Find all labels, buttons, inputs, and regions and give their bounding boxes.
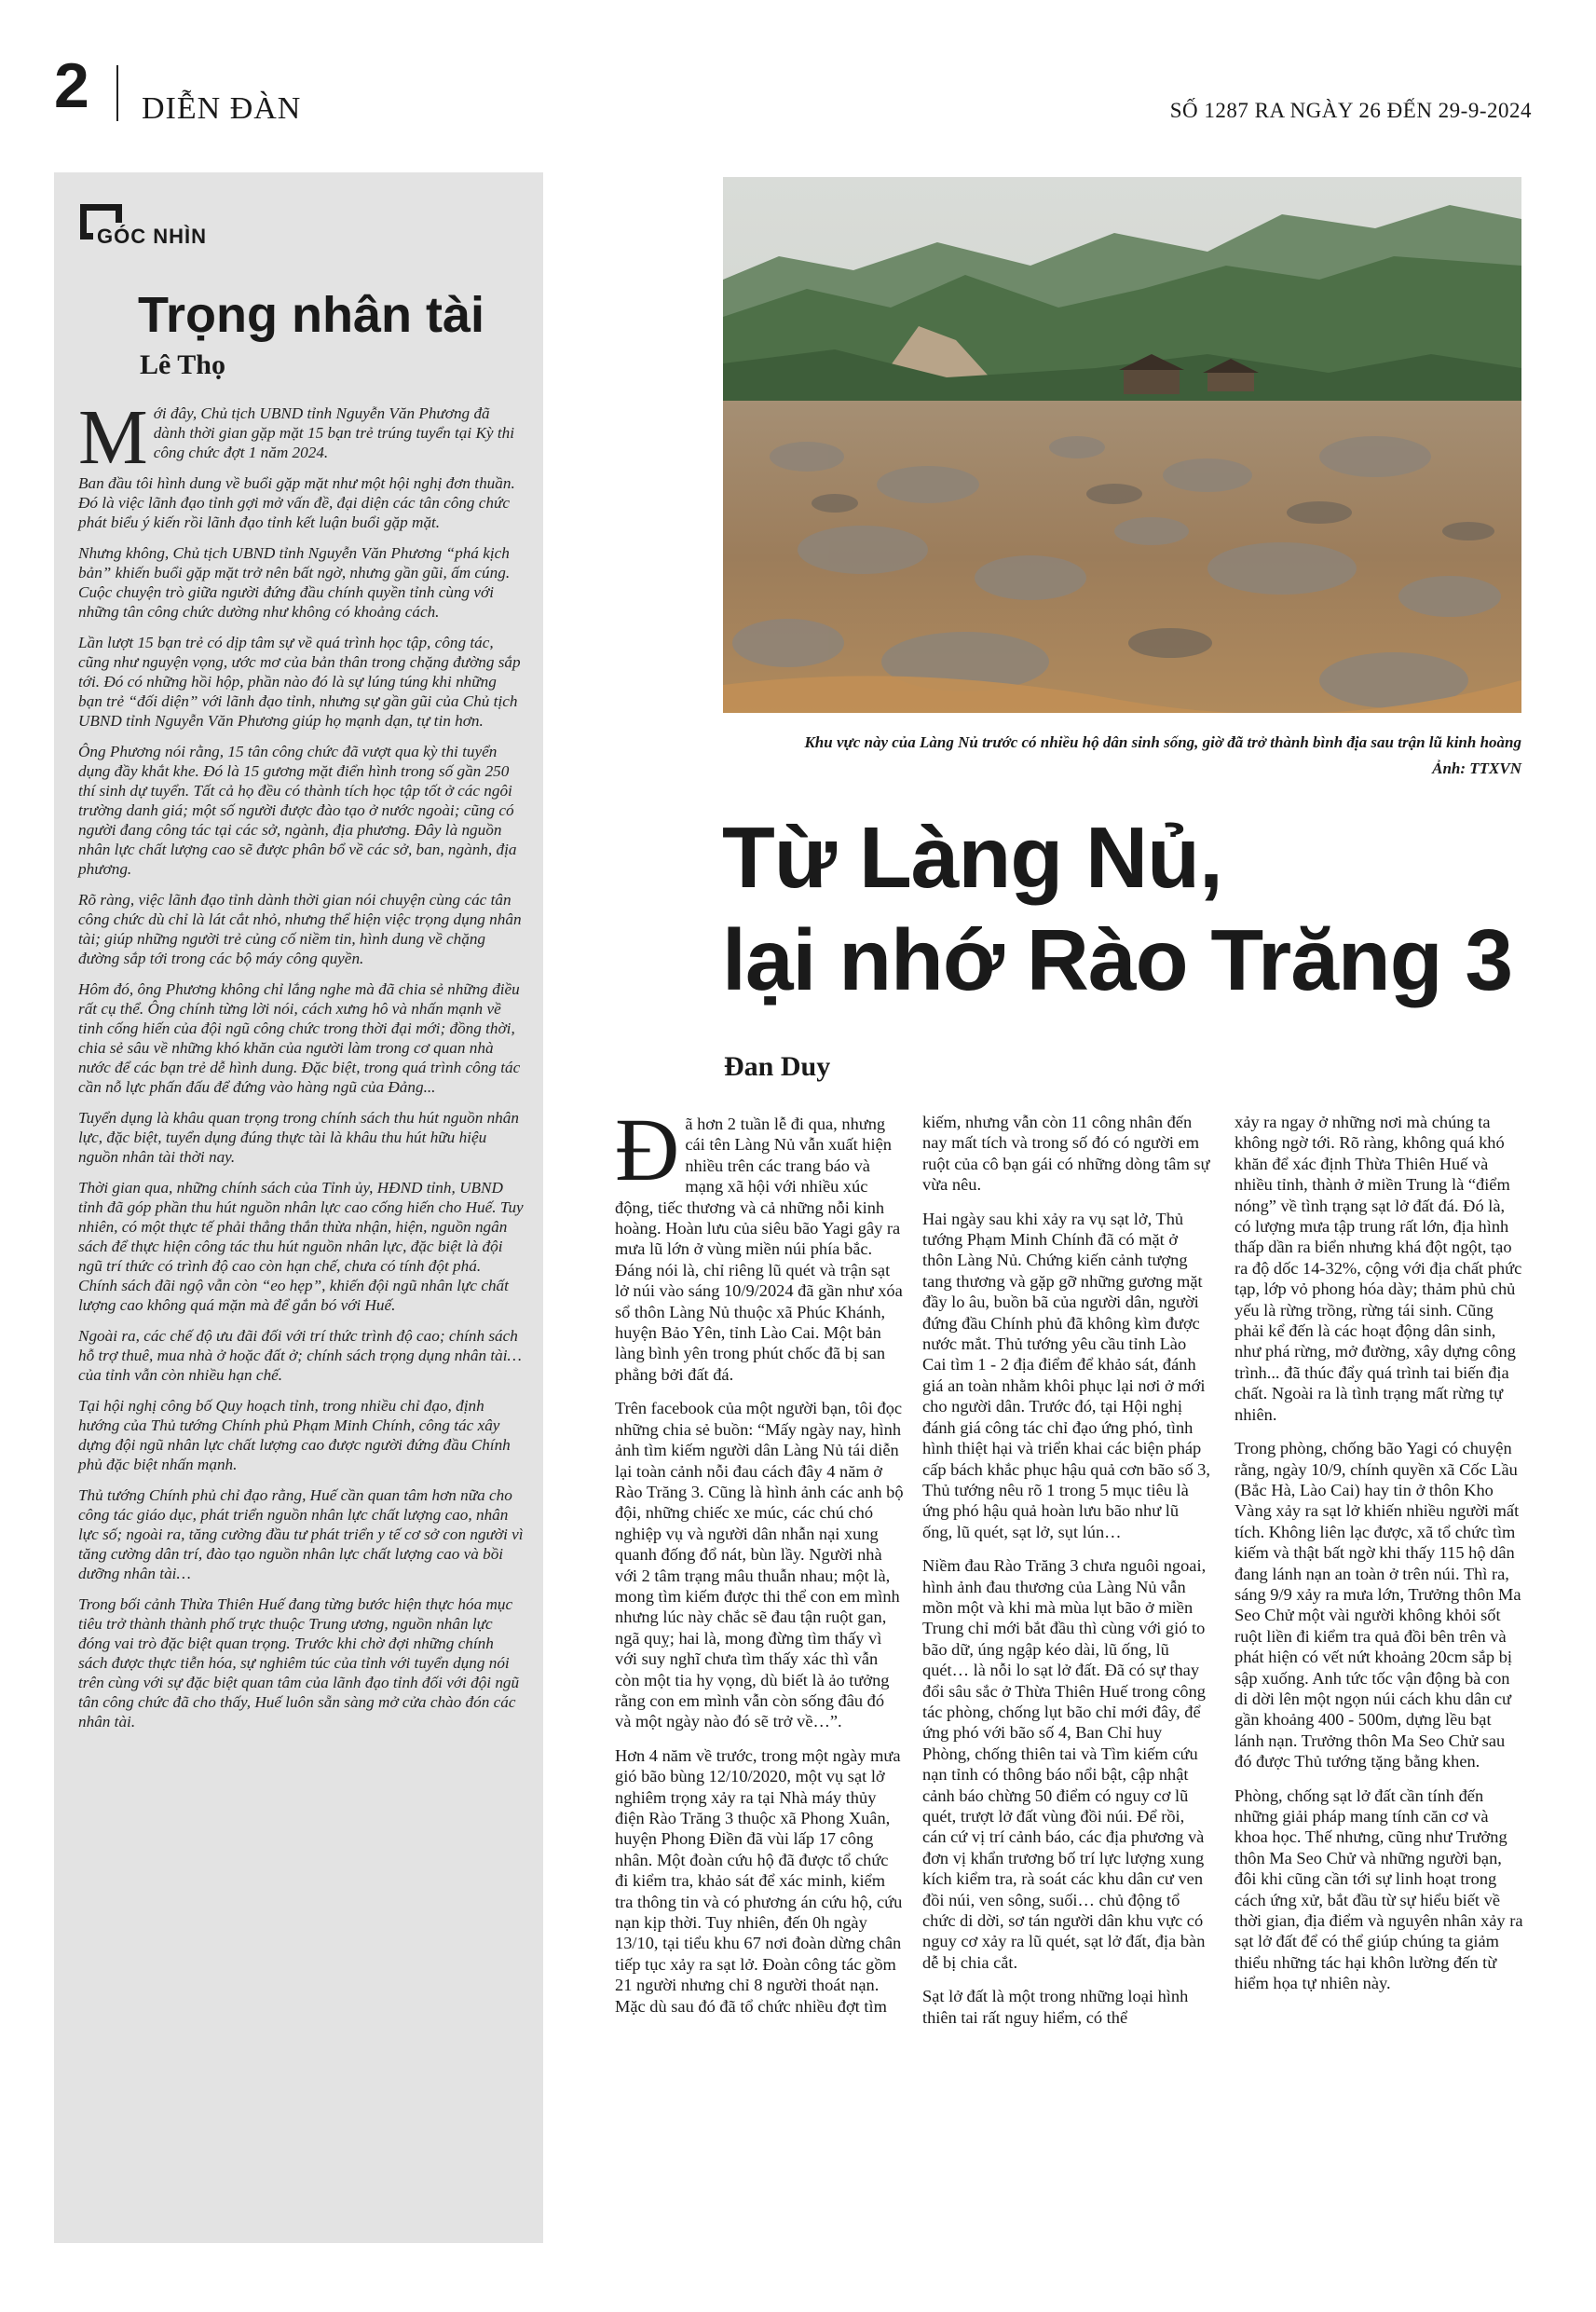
article-author: Đan Duy: [724, 1051, 831, 1082]
landslide-scene-illustration: [723, 177, 1521, 713]
article-column-3: [1235, 1112, 1523, 2007]
landslide-photo: [723, 177, 1521, 713]
column-title: Trọng nhân tài: [138, 287, 484, 343]
column-paragraph: Thời gian qua, những chính sách của Tỉnh ủy, HĐND tỉnh, UBND tỉnh đã góp phần thu hút nguồn nhân lực cao cống hiến cho Huế. Tuy nhiên, có một thực tế phải thẳng thắn thừa nhận, hiện, nguồn ngân sách để thực hiện công tác thu hút nguồn nhân lực, đặc biệt là đội ngũ trí thức có trình độ cao còn hạn chế, chưa có tính đột phá. Chính sách đãi ngộ vẫn còn “eo hẹp”, khiến đội ngũ nhân lực chất lượng cao không quá mặn mà để gắn bó với Huế.: [78, 1179, 524, 1314]
column-paragraph: Trong bối cảnh Thừa Thiên Huế đang từng bước hiện thực hóa mục tiêu trở thành thành phố trực thuộc Trung ương, nguồn nhân lực đóng vai trò đặc biệt quan trọng. Trước khi chờ đợi những chính sách được thực tiễn hóa, sự nghiêm túc của tỉnh với tuyển dụng nói trên cùng với sự đặc biệt quan tâm của lãnh đạo tỉnh đối với đội ngũ tân công chức đã cho thấy, Huế luôn sẵn sàng mở cửa chào đón các nhân tài.: [78, 1595, 520, 1731]
issue-info: SỐ 1287 RA NGÀY 26 ĐẾN 29-9-2024: [1169, 99, 1532, 122]
article-paragraph: Trong phòng, chống bão Yagi có chuyện rằng, ngày 10/9, chính quyền xã Cốc Lầu (Bắc Hà, Lào Cai) hay tin ở thôn Kho Vàng xảy ra sạt lở khiến nhiều người mất tích. Không liên lạc được, xã tổ chức tìm kiếm và thật bất ngờ khi thấy 115 hộ dân đang lánh nạn an toàn ở trên núi. Thì ra, sáng 9/9 xảy ra mưa lớn, Trưởng thôn Ma Seo Chử một vài người không khỏi sốt ruột liền đi kiểm tra quả đồi bên trên và phát hiện có vết nứt khoảng 20cm sắp bị sập xuống. Anh tức tốc vận động bà con di dời lên một ngọn núi cách khu dân cư gần khoảng 400 - 500m, dựng lều bạt lánh nạn. Trưởng thôn Ma Seo Chử sau đó được Thủ tướng tặng bằng khen.: [1235, 1439, 1521, 1772]
column-paragraph: Hôm đó, ông Phương không chỉ lắng nghe mà đã chia sẻ những điều rất cụ thể. Ông chính từng lời nói, cách xưng hô và nhấn mạnh về tinh cống hiến của đội ngũ công chức trong thời đại mới; đồng thời, chia sẻ sâu về những khó khăn của người làm trong cơ quan nhà nước để các bạn trẻ dễ hình dung. Đặc biệt, trong quá trình công tác cần nỗ lực phấn đấu để đứng vào hàng ngũ của Đảng...: [78, 980, 521, 1096]
goc-nhin-column: [54, 172, 543, 2243]
column-paragraph: Ban đầu tôi hình dung về buổi gặp mặt như một hội nghị đơn thuần. Đó là việc lãnh đạo tỉnh gợi mở vấn đề, đại diện các tân công chức phát biểu ý kiến rồi lãnh đạo tỉnh kết luận buổi gặp mặt.: [78, 474, 515, 531]
header-divider: [116, 65, 118, 121]
column-body: [78, 394, 524, 1743]
column-paragraph: Nhưng không, Chủ tịch UBND tỉnh Nguyễn Văn Phương “phá kịch bản” khiến buổi gặp mặt trở nên bất ngờ, nhưng gần gũi, ấm cúng. Cuộc chuyện trò giữa người đứng đầu chính quyền tỉnh cùng với những tân công chức dường như không có khoảng cách.: [78, 544, 511, 621]
photo-caption: Khu vực này của Làng Nủ trước có nhiều hộ dân sinh sống, giờ đã trở thành bình địa sau trận lũ kinh hoàng: [804, 733, 1521, 751]
column-paragraph: Mới đây, Chủ tịch UBND tỉnh Nguyễn Văn Phương đã dành thời gian gặp mặt 15 bạn trẻ trúng tuyển tại Kỳ thi công chức đợt 1 năm 2024.: [78, 394, 514, 481]
column-paragraph: Tại hội nghị công bố Quy hoạch tỉnh, trong nhiều chỉ đạo, định hướng của Thủ tướng Chính phủ Phạm Minh Chính, công tác xây dựng đội ngũ nhân lực chất lượng cao được người đứng đầu Chính phủ đặc biệt nhấn mạnh.: [78, 1397, 511, 1473]
article-paragraph: Hai ngày sau khi xảy ra vụ sạt lở, Thủ tướng Phạm Minh Chính đã có mặt ở thôn Làng Nủ. Chứng kiến cảnh tượng tang thương và gặp gỡ những gương mặt đầy lo âu, buồn bã của người dân, người đứng đầu Chính phủ đã không kìm được nước mắt. Thủ tướng yêu cầu tỉnh Lào Cai tìm 1 - 2 địa điểm để khảo sát, đánh giá an toàn nhằm khôi phục lại nơi ở mới cho người dân. Trước đó, tại Hội nghị đánh giá công tác chỉ đạo ứng phó, tình hình thiệt hại và triển khai các biện pháp cấp bách khắc phục hậu quả cơn bão số 3, Thủ tướng nêu rõ 1 trong 5 mục tiêu là ứng phó hậu quả hoàn lưu bão như lũ ống, lũ quét, sạt lở, sụt lún…: [922, 1209, 1210, 1541]
section-name: DIỄN ĐÀN: [142, 91, 302, 126]
column-paragraph: Thủ tướng Chính phủ chỉ đạo rằng, Huế cần quan tâm hơn nữa cho công tác giáo dục, phát triển nguồn nhân lực chất lượng cao, nhân lực số; ngoài ra, tăng cường đầu tư phát triển y tế cơ sở con người vì tăng cường dân trí, đào tạo nguồn nhân lực chất lượng cao và bồi dưỡng nhân tài…: [78, 1486, 524, 1582]
article-paragraph: xảy ra ngay ở những nơi mà chúng ta không ngờ tới. Rõ ràng, không quá khó khăn để xác định Thừa Thiên Huế và nhiều tỉnh, thành ở miền Trung là “điểm nóng” về tình trạng sạt lở đất đá. Đó là, có lượng mưa tập trung rất lớn, địa hình thấp dần ra biển nhưng khá đột ngột, tạo ra độ dốc 14-32%, cộng với địa chất phức tạp, lớp vỏ phong hóa dày; thảm phủ chủ yếu là rừng trồng, rừng tái sinh. Cũng phải kể đến là các hoạt động dân sinh, như phá rừng, mở đường, xây dựng công trình... đã thúc đẩy quá trình tai biến địa chất. Ngoài ra là tình trạng mất rừng tự nhiên.: [1235, 1113, 1522, 1424]
article-paragraph: kiếm, nhưng vẫn còn 11 công nhân đến nay mất tích và trong số đó có người em ruột của cô bạn gái có những dòng tâm sự vừa nêu.: [922, 1113, 1210, 1195]
photo-credit: Ảnh: TTXVN: [1432, 759, 1521, 777]
headline-line-1: Từ Làng Nủ,: [722, 809, 1222, 906]
article-column-1: [615, 1100, 904, 2030]
article-paragraph: Sạt lở đất là một trong những loại hình thiên tai rất nguy hiểm, có thể: [922, 1987, 1189, 2027]
article-paragraph: Trên facebook của một người bạn, tôi đọc những chia sẻ buồn: “Mấy ngày nay, hình ảnh tìm kiếm người dân Làng Nủ tái diễn lại toàn cảnh nỗi đau cách đây 4 năm ở Rào Trăng 3. Cũng là hình ảnh các anh bộ đội, những chiếc xe múc, các chú chó nghiệp vụ và người dân nhẫn nại xung quanh đống đổ nát, bùn lầy. Người nhà với 2 tâm trạng mâu thuẫn nhau; một là, mong tìm kiếm được thi thể con em mình nhưng lúc này chắc sẽ đau tận ruột gan, ngã quỵ; hai là, mong đừng tìm thấy vì với suy nghĩ chưa tìm thấy xác thì vẫn còn một tia hy vọng, dù biết là ảo tưởng rằng con em mình vẫn còn sống đâu đó và một ngày nào đó sẽ trở về…”.: [615, 1399, 904, 1731]
column-dropcap: M: [78, 394, 148, 481]
column-paragraph: Rõ ràng, việc lãnh đạo tỉnh dành thời gian nói chuyện cùng các tân công chức dù chỉ là lát cắt nhỏ, nhưng thể hiện việc trọng dụng nhân tài; giúp những người trẻ củng cố niềm tin, hình dung về chặng đường sắp tới trong các bộ máy công quyền.: [78, 891, 522, 967]
column-paragraph: Ông Phương nói rằng, 15 tân công chức đã vượt qua kỳ thi tuyển dụng đầy khắt khe. Đó là 15 gương mặt điển hình trong số gần 250 thí sinh dự tuyển. Tất cả họ đều có thành tích học tập tốt ở các ngôi trường danh giá; một số người được đào tạo ở nước ngoài; cũng có người đang công tác tại các sở, ngành, địa phương. Đây là nguồn nhân lực chất lượng cao sẽ được phân bổ về các sở, ban, ngành, địa phương.: [78, 743, 517, 878]
article-dropcap: Đ: [615, 1100, 680, 1199]
article-paragraph: Đã hơn 2 tuần lễ đi qua, nhưng cái tên Làng Nủ vẫn xuất hiện nhiều trên các trang báo và mạng xã hội với nhiều xúc động, tiếc thương và cả những nỗi kinh hoàng. Hoàn lưu của siêu bão Yagi gây ra mưa lũ lớn ở vùng miền núi phía bắc. Đáng nói là, chỉ riêng lũ quét và trận sạt lở núi vào sáng 10/9/2024 đã gần như xóa sổ thôn Làng Nủ thuộc xã Phúc Khánh, huyện Bảo Yên, tỉnh Lào Cai. Một bản làng bình yên trong phút chốc đã bị san phẳng bởi đất đá.: [615, 1100, 903, 1384]
article-paragraph: Hơn 4 năm về trước, trong một ngày mưa gió bão bùng 12/10/2020, một vụ sạt lở nghiêm trọng xảy ra tại Nhà máy thủy điện Rào Trăng 3 thuộc xã Phong Xuân, huyện Phong Điền đã vùi lấp 17 công nhân. Một đoàn cứu hộ đã được tổ chức đi kiểm tra, khảo sát để xác minh, kiểm tra thông tin và có phương án cứu hộ, cứu nạn kịp thời. Tuy nhiên, đến 0h ngày 13/10, tại tiểu khu 67 nơi đoàn dừng chân tiếp tục xảy ra sạt lở. Đoàn công tác gồm 21 người nhưng chỉ 8 người thoát nạn. Mặc dù sau đó đã tổ chức nhiều đợt tìm: [615, 1745, 903, 2016]
column-paragraph: Lần lượt 15 bạn trẻ có dịp tâm sự về quá trình học tập, công tác, cũng như nguyện vọng, ước mơ của bản thân trong chặng đường sắp tới. Đó có những hồi hộp, phần nào đó là sự lúng túng khi những bạn trẻ “đối diện” với lãnh đạo tỉnh, nhưng sự gần gũi của Chủ tịch UBND tỉnh Nguyễn Văn Phương giúp họ mạnh dạn, tự tin hơn.: [78, 634, 521, 730]
column-author: Lê Thọ: [140, 349, 225, 380]
page-number: 2: [54, 50, 89, 121]
column-paragraph: Tuyển dụng là khâu quan trọng trong chính sách thu hút nguồn nhân lực, đặc biệt, tuyển dụng đúng thực tài là khâu thu hút hữu hiệu nguồn nhân tài thời nay.: [78, 1109, 519, 1166]
article-paragraph: Phòng, chống sạt lở đất cần tính đến những giải pháp mang tính căn cơ và khoa học. Thế nhưng, cũng như Trưởng thôn Ma Seo Chử và những người bạn, đôi khi cũng cần tới sự linh hoạt trong cách ứng xử, bắt đầu từ sự hiểu biết về thời gian, địa điểm và nguyên nhân xảy ra sạt lở đất để có thể giúp chúng ta giảm thiểu những tác hại khôn lường đến từ hiểm họa tự nhiên này.: [1235, 1785, 1523, 1993]
article-paragraph: Niềm đau Rào Trăng 3 chưa nguôi ngoai, hình ảnh đau thương của Làng Nủ vẫn mồn một và khi mà mùa lụt bão ở miền Trung chỉ mới bắt đầu thì cùng với gió to bão dữ, úng ngập kéo dài, lũ ống, lũ quét… là nỗi lo sạt lở đất. Đã có sự thay đổi sâu sắc ở Thừa Thiên Huế trong công tác phòng, chống lụt bão chỉ mới đây, để ứng phó với bão số 4, Ban Chỉ huy Phòng, chống thiên tai và Tìm kiếm cứu nạn tỉnh có thông báo nổi bật, cập nhật cảnh báo chừng 50 điểm có nguy cơ lũ quét, trượt lở đất vùng đồi núi. Để rồi, cán cứ vị trí cảnh báo, các địa phương và đơn vị khẩn trương bố trí lực lượng xung kích kiểm tra, rà soát các khu dân cư ven đồi núi, ven sông, suối… chủ động tổ chức di dời, sơ tán người dân khu vực có nguy cơ xảy ra lũ quét, sạt lở đất, địa bàn dễ bị chia cắt.: [922, 1556, 1207, 1972]
column-paragraph: Ngoài ra, các chế độ ưu đãi đối với trí thức trình độ cao; chính sách hỗ trợ thuê, mua nhà ở hoặc đất ở; chính sách trọng dụng nhân tài… của tỉnh vẫn còn nhiều hạn chế.: [78, 1327, 522, 1384]
headline-line-2: lại nhớ Rào Trăng 3: [722, 911, 1513, 1008]
goc-nhin-label: GÓC NHÌN: [93, 225, 211, 249]
article-headline: [722, 806, 1542, 1011]
article-column-2: [922, 1112, 1211, 2041]
